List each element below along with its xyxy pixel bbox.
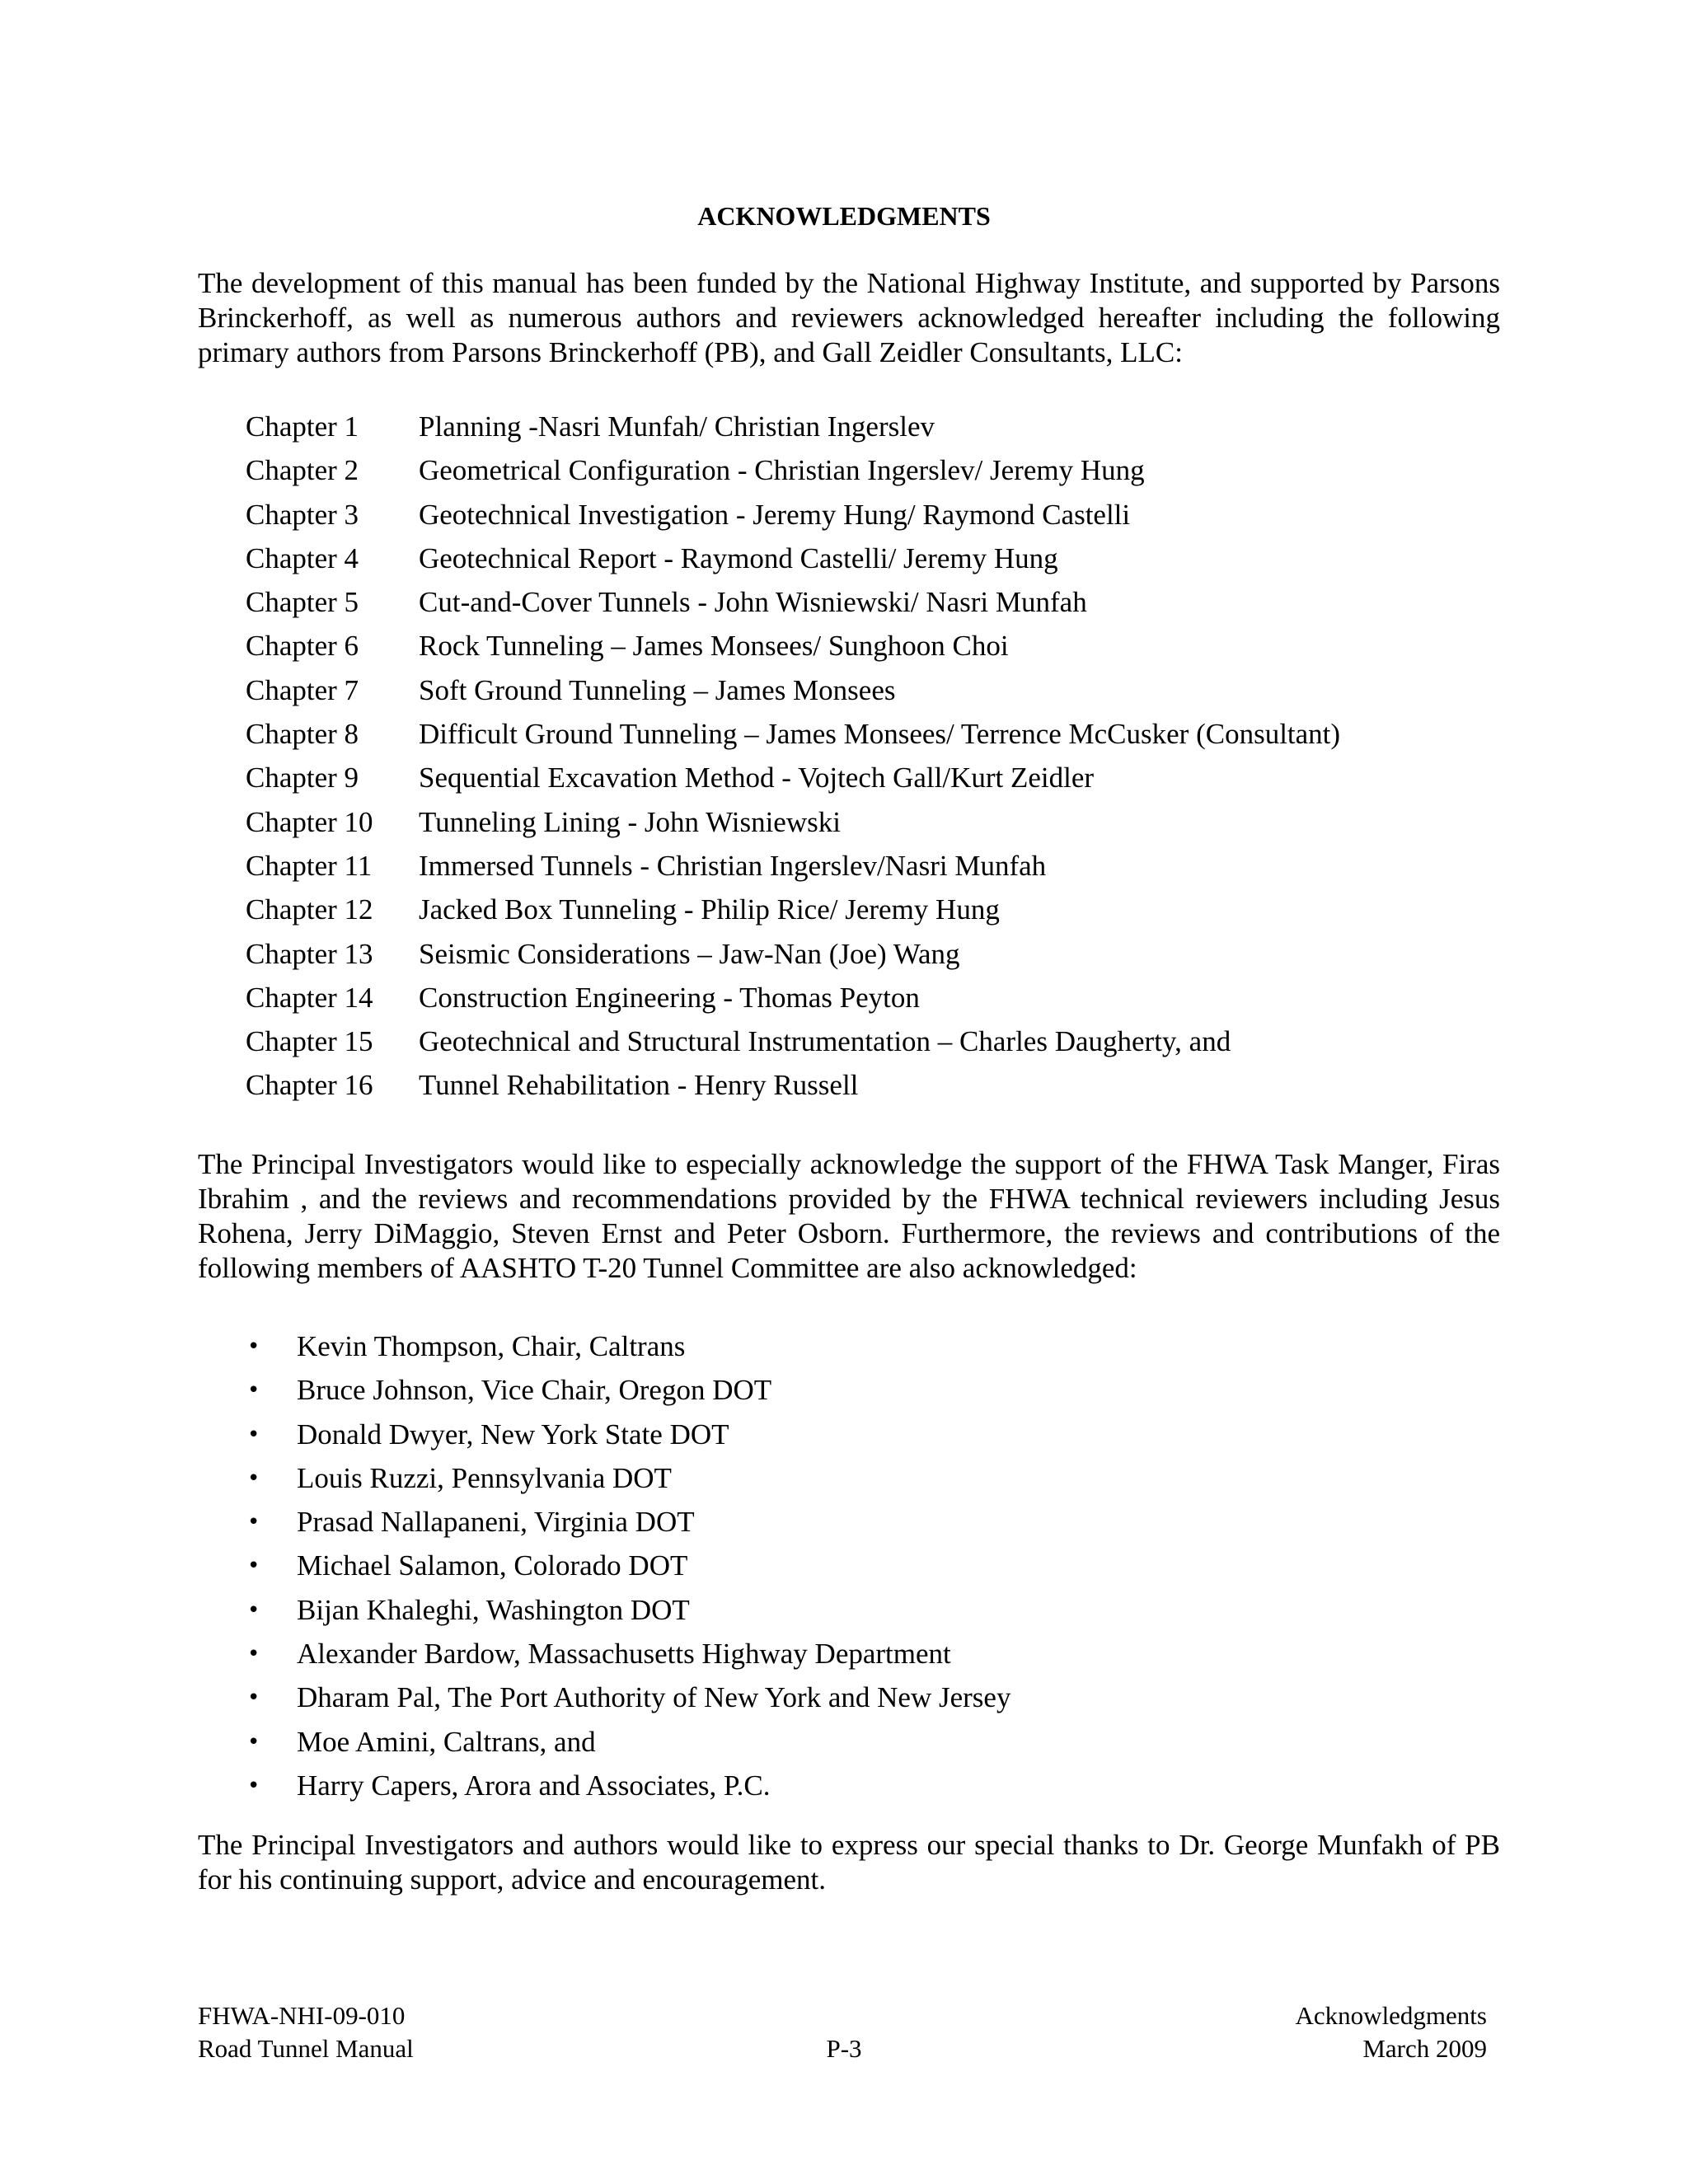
list-item (247, 1329, 1484, 1373)
list-item (247, 1505, 1484, 1549)
chapter-authors: Geometrical Configuration - Christian Ingerslev/ Jeremy Hung (419, 454, 1145, 487)
chapter-number: Chapter 4 (246, 541, 359, 574)
chapter-authors: Rock Tunneling – James Monsees/ Sunghoon Choi (419, 630, 1009, 663)
chapter-number: Chapter 8 (246, 718, 359, 751)
chapter-authors: Jacked Box Tunneling - Philip Rice/ Jeremy Hung (419, 893, 1000, 926)
chapter-authors: Planning -Nasri Munfah/ Christian Ingerslev (419, 410, 935, 443)
member-text: Moe Amini, Caltrans, and (297, 1725, 596, 1758)
bullet-icon: • (247, 1465, 260, 1491)
chapter-row (246, 937, 1564, 981)
chapter-authors: Construction Engineering - Thomas Peyton (419, 981, 920, 1014)
chapter-number: Chapter 2 (246, 454, 359, 487)
chapter-number: Chapter 9 (246, 762, 359, 794)
member-text: Donald Dwyer, New York State DOT (297, 1418, 729, 1451)
member-text: Harry Capers, Arora and Associates, P.C. (297, 1769, 771, 1802)
chapter-row (246, 1024, 1564, 1068)
chapter-row (246, 585, 1564, 629)
chapter-row (246, 849, 1564, 893)
chapter-authors: Difficult Ground Tunneling – James Monsees/ Terrence McCusker (Consultant) (419, 718, 1341, 751)
bullet-icon: • (247, 1334, 260, 1359)
chapter-row (246, 541, 1564, 585)
doc-number: FHWA-NHI-09-010 (198, 2001, 406, 2030)
member-text: Bijan Khaleghi, Washington DOT (297, 1593, 690, 1626)
manual-title: Road Tunnel Manual (198, 2034, 414, 2063)
chapter-number: Chapter 5 (246, 586, 359, 619)
chapter-authors: Seismic Considerations – Jaw-Nan (Joe) Wang (419, 937, 960, 970)
list-item (247, 1549, 1484, 1592)
bullet-icon: • (247, 1685, 260, 1711)
member-text: Michael Salamon, Colorado DOT (297, 1549, 688, 1582)
chapter-authors: Geotechnical Report - Raymond Castelli/ Jeremy Hung (419, 541, 1058, 574)
chapter-number: Chapter 11 (246, 849, 373, 882)
list-item (247, 1418, 1484, 1461)
bullet-icon: • (247, 1597, 260, 1623)
chapter-row (246, 498, 1564, 541)
list-item (247, 1680, 1484, 1724)
bullet-icon: • (247, 1729, 260, 1755)
chapter-number: Chapter 15 (246, 1025, 373, 1058)
chapter-authors: Cut-and-Cover Tunnels - John Wisniewski/ Nasri Munfah (419, 586, 1087, 619)
member-text: Bruce Johnson, Vice Chair, Oregon DOT (297, 1374, 772, 1407)
chapter-authors: Tunnel Rehabilitation - Henry Russell (419, 1069, 859, 1102)
chapter-row (246, 629, 1564, 673)
chapter-row (246, 805, 1564, 849)
publication-date: March 2009 (1362, 2034, 1487, 2063)
chapter-authors: Sequential Excavation Method - Vojtech Gall/Kurt Zeidler (419, 762, 1095, 794)
chapter-row (246, 981, 1564, 1024)
chapter-row (246, 893, 1564, 936)
section-name: Acknowledgments (1295, 2001, 1487, 2030)
committee-member-list (247, 1329, 1484, 1812)
member-text: Prasad Nallapaneni, Virginia DOT (297, 1506, 695, 1539)
member-text: Louis Ruzzi, Pennsylvania DOT (297, 1461, 672, 1494)
list-item (247, 1461, 1484, 1505)
chapter-row (246, 673, 1564, 717)
chapter-row (246, 453, 1564, 497)
page-number: P-3 (826, 2034, 862, 2063)
chapter-number: Chapter 13 (246, 937, 373, 970)
chapter-row (246, 410, 1564, 453)
list-item (247, 1725, 1484, 1769)
chapter-row (246, 761, 1564, 804)
chapter-number: Chapter 12 (246, 893, 373, 926)
list-item (247, 1593, 1484, 1637)
chapter-authors: Immersed Tunnels - Christian Ingerslev/Nasri Munfah (419, 849, 1047, 882)
bullet-icon: • (247, 1378, 260, 1404)
bullet-icon: • (247, 1422, 260, 1447)
chapter-number: Chapter 3 (246, 498, 359, 531)
chapter-number: Chapter 6 (246, 630, 359, 663)
chapter-number: Chapter 7 (246, 673, 359, 706)
chapter-authors: Soft Ground Tunneling – James Monsees (419, 673, 896, 706)
member-text: Kevin Thompson, Chair, Caltrans (297, 1330, 686, 1362)
bullet-icon: • (247, 1642, 260, 1667)
thanks-paragraph: The Principal Investigators and authors would like to express our special thanks to Dr. George Munfakh of PB for his continuing support, advice and encouragement. (198, 1829, 1500, 1896)
chapter-number: Chapter 1 (246, 410, 359, 443)
chapter-authors: Geotechnical and Structural Instrumentation – Charles Daugherty, and (419, 1025, 1231, 1058)
chapter-author-list (246, 410, 1564, 1113)
chapter-authors: Geotechnical Investigation - Jeremy Hung/ Raymond Castelli (419, 498, 1131, 531)
chapter-row (246, 1068, 1564, 1112)
investigators-paragraph: The Principal Investigators would like to especially acknowledge the support of the FHWA Task Manger, Firas Ibrahim , and the reviews and recommendations provided by the FHWA technical reviewers including Jesus Rohena, Jerry DiMaggio, Steven Ernst and Peter Osborn. Furthermore, the reviews and contributions of the following members of AASHTO T-20 Tunnel Committee are also acknowledged: (198, 1148, 1500, 1284)
list-item (247, 1637, 1484, 1680)
chapter-authors: Tunneling Lining - John Wisniewski (419, 805, 841, 838)
list-item (247, 1373, 1484, 1417)
chapter-row (246, 717, 1564, 761)
chapter-number: Chapter 14 (246, 981, 373, 1014)
bullet-icon: • (247, 1554, 260, 1579)
intro-paragraph: The development of this manual has been funded by the National Highway Institute, and supported by Parsons Brinckerhoff, as well as numerous authors and reviewers acknowledged hereafter including the following primary authors from Parsons Brinckerhoff (PB), and Gall Zeidler Consultants, LLC: (198, 267, 1500, 368)
chapter-number: Chapter 10 (246, 805, 373, 838)
bullet-icon: • (247, 1510, 260, 1535)
page-title: ACKNOWLEDGMENTS (697, 201, 991, 231)
member-text: Dharam Pal, The Port Authority of New York and New Jersey (297, 1681, 1011, 1714)
chapter-number: Chapter 16 (246, 1069, 373, 1102)
bullet-icon: • (247, 1773, 260, 1798)
member-text: Alexander Bardow, Massachusetts Highway Department (297, 1638, 951, 1671)
footer-right (1296, 1999, 1487, 2065)
list-item (247, 1769, 1484, 1812)
